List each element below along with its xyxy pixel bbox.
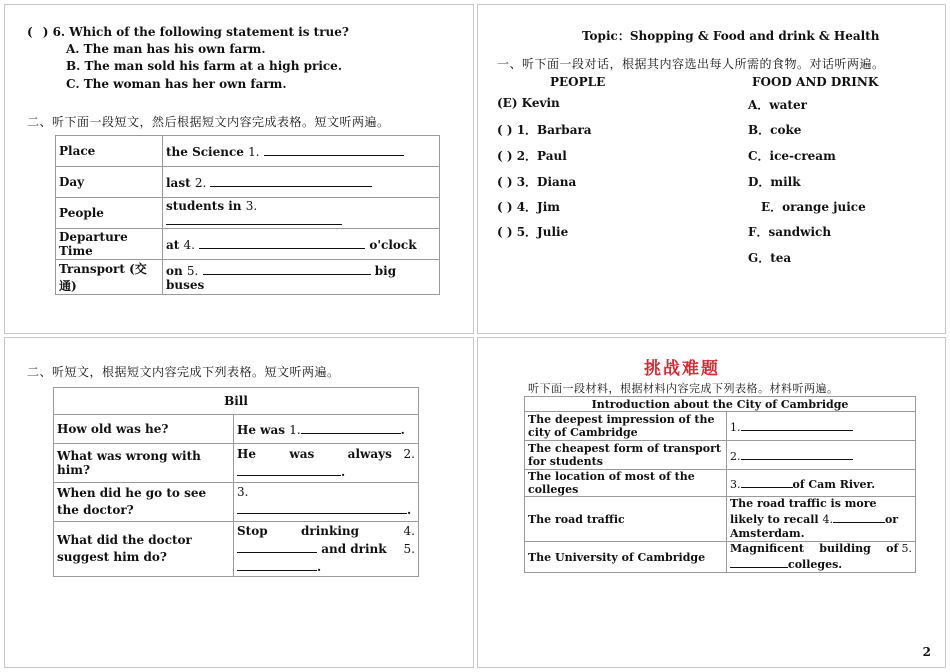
answer-blank-5[interactable] [203,263,371,275]
cambridge-answer: Magnificent building of 5. colleges. [727,542,916,573]
bill-header: Bill [54,388,419,415]
answer-blank-4[interactable] [199,237,365,249]
food-item: F．sandwich [748,225,832,239]
table-row [525,412,916,441]
answer-blank-4[interactable] [833,511,885,523]
panel-top-left [4,4,474,334]
bill-question: When did he go to see the doctor? [54,483,234,522]
panel-top-right [477,4,946,334]
panel-bottom-right [477,337,946,668]
topic-instruction: 一、听下面一段对话，根据其内容选出每人所需的食物。对话听两遍。 [497,57,885,71]
table-row [54,388,419,415]
option-a: A. The man has his own farm. [66,42,266,56]
bill-answer: 3. . [234,483,419,522]
table-row [54,483,419,522]
answer-blank-3[interactable] [741,476,793,488]
section-2-instruction: 二、听下面一段短文，然后根据短文内容完成表格。短文听两遍。 [27,115,390,129]
food-item: B．coke [748,123,802,137]
option-b: B. The man sold his farm at a high price. [66,59,342,73]
cambridge-answer: 3. of Cam River. [727,470,916,497]
answer-blank-5[interactable] [237,559,317,571]
row-label: Departure Time [56,229,163,260]
bill-answer: He was always 2. . [234,444,419,483]
page-number: 2 [922,645,931,659]
table-row [525,542,916,573]
question-6 [27,25,349,39]
table-row [525,397,916,412]
person-item[interactable]: ( ) 3．Diana [497,175,577,189]
food-item: G．tea [748,251,792,265]
person-item[interactable]: ( ) 5．Julie [497,225,569,239]
cambridge-answer: 2. [727,441,916,470]
topic-title: Topic：Shopping & Food and drink & Health [582,29,880,43]
answer-blank-3[interactable] [166,213,342,225]
row-label: Transport (交通) [56,260,163,295]
cambridge-question: The deepest impression of the city of Cambridge [525,412,727,441]
row-answer: the Science 1. [163,136,440,167]
table-row [56,229,440,260]
food-item: A．water [748,98,807,112]
answer-blank-1[interactable] [741,419,853,431]
row-answer: at 4. o'clock [163,229,440,260]
challenge-instruction: 听下面一段材料，根据材料内容完成下列表格。材料听两遍。 [528,382,839,395]
trip-info-table [55,135,440,295]
table-row [525,470,916,497]
cambridge-answer: The road traffic is more likely to recall 4. or Amsterdam. [727,497,916,542]
person-item: (E) Kevin [497,96,560,110]
row-label: Day [56,167,163,198]
bill-question: What was wrong with him? [54,444,234,483]
table-row [56,198,440,229]
panel-bottom-left [4,337,474,668]
bill-answer: Stop drinking 4. and drink 5. . [234,522,419,577]
cambridge-table [524,396,916,573]
answer-paren-close: ) [42,25,49,39]
bill-question: What did the doctor suggest him do? [54,522,234,577]
cambridge-header: Introduction about the City of Cambridge [525,397,916,412]
answer-blank-1[interactable] [264,144,404,156]
cambridge-question: The cheapest form of transport for students [525,441,727,470]
person-item[interactable]: ( ) 2．Paul [497,149,567,163]
cambridge-answer: 1. [727,412,916,441]
food-item: D．milk [748,175,801,189]
table-row [56,136,440,167]
person-item[interactable]: ( ) 4．Jim [497,200,560,214]
table-row [54,415,419,444]
cambridge-question: The location of most of the colleges [525,470,727,497]
bill-table [53,387,419,577]
row-label: People [56,198,163,229]
cambridge-question: The road traffic [525,497,727,542]
answer-paren-open: ( [27,25,33,39]
table-row [56,260,440,295]
question-6-stem: 6. Which of the following statement is true? [52,25,349,39]
answer-blank-4[interactable] [237,541,317,553]
answer-blank-2[interactable] [237,464,341,476]
row-answer: students in 3. [163,198,440,229]
row-answer: last 2. [163,167,440,198]
answer-blank-1[interactable] [301,422,401,434]
bill-question: How old was he? [54,415,234,444]
food-item: C．ice-cream [748,149,836,163]
answer-blank-2[interactable] [210,175,372,187]
table-row [525,441,916,470]
bill-answer: He was 1. . [234,415,419,444]
food-header: FOOD AND DRINK [752,75,879,89]
row-answer: on 5. big buses [163,260,440,295]
food-item: E．orange juice [761,200,866,214]
answer-blank-5[interactable] [730,556,788,568]
table-row [56,167,440,198]
option-c: C. The woman has her own farm. [66,77,287,91]
challenge-title: 挑战难题 [644,359,720,379]
cambridge-question: The University of Cambridge [525,542,727,573]
answer-blank-3[interactable] [237,502,407,514]
bill-instruction: 二、听短文，根据短文内容完成下列表格。短文听两遍。 [27,365,340,379]
people-header: PEOPLE [550,75,606,89]
person-item[interactable]: ( ) 1．Barbara [497,123,592,137]
table-row [54,444,419,483]
answer-blank-2[interactable] [741,448,853,460]
table-row [54,522,419,577]
row-label: Place [56,136,163,167]
table-row [525,497,916,542]
